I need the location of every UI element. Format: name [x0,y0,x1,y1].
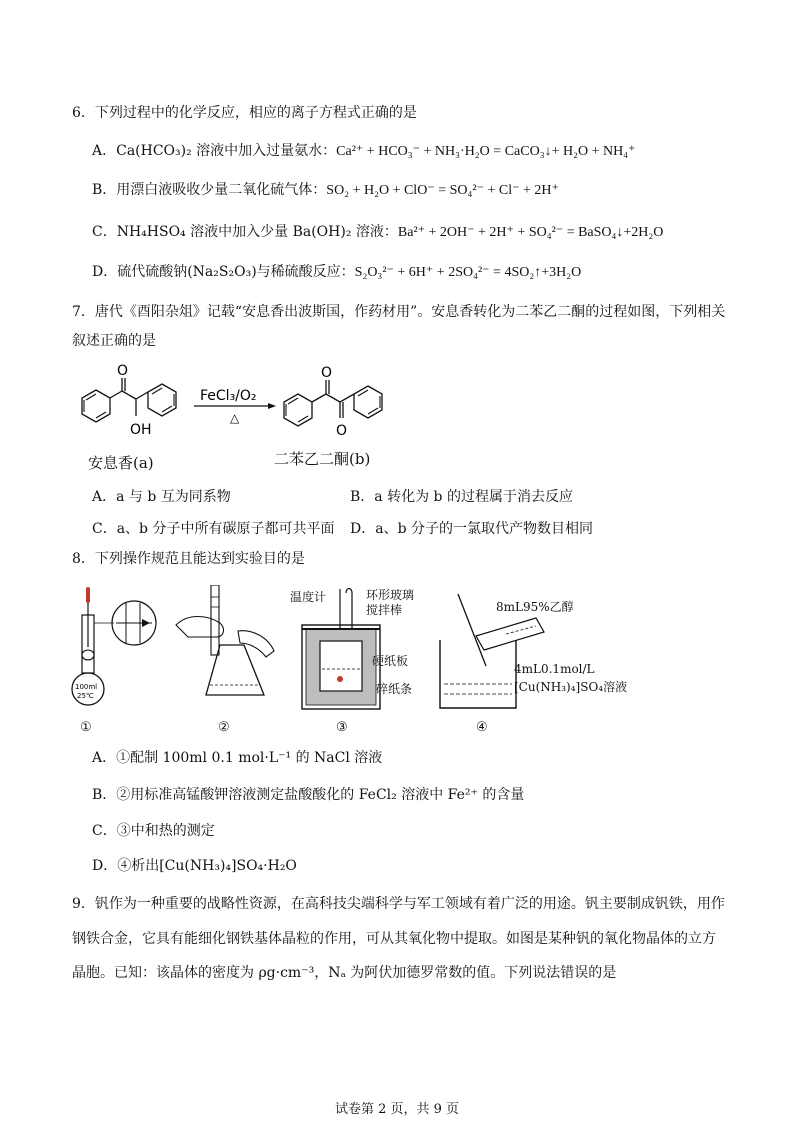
flask-volume-label: 100ml [75,683,98,691]
q6-option-b [92,180,559,201]
heat-symbol: △ [230,411,240,425]
benzil-right-phenyl [354,386,382,418]
q6-option-d-label: D．硫代硫酸钠(Na₂S₂O₃)与稀硫酸反应： [92,264,355,280]
q6-option-b-label: B．用漂白液吸收少量二氧化硫气体： [92,182,327,198]
label-solution-conc: 4mL0.1mol/L [514,662,595,676]
q6-option-c [92,222,663,243]
q6-option-b-equation: SO₂ + H₂O + ClO⁻ = SO₄²⁻ + Cl⁻ + 2H⁺ [326,183,559,198]
label-stirrer-line1: 环形玻璃 [366,588,415,602]
apparatus-number-3: ③ [336,720,348,735]
q6-stem: 6．下列过程中的化学反应，相应的离子方程式正确的是 [72,105,417,121]
flask-temp-label: 25℃ [77,692,94,700]
label-thermometer: 温度计 [290,590,327,604]
label-cardboard: 硬纸板 [372,654,409,668]
page-footer: 试卷第 2 页，共 9 页 [334,1102,460,1117]
benzoin-hydroxyl: OH [130,422,152,438]
q7-stem-line1: 7．唐代《酉阳杂俎》记载“安息香出波斯国，作药材用”。安息香转化为二苯乙二酮的过程如图，下列相关 [72,304,726,320]
q6-option-a [92,141,635,162]
label-ethanol: 8mL95%乙醇 [496,600,574,614]
apparatus-number-4: ④ [476,720,488,735]
q6-option-d-equation: S₂O₃²⁻ + 6H⁺ + 2SO₄²⁻ = 4SO₂↑+3H₂O [354,265,582,280]
q7-stem-line2: 叙述正确的是 [72,333,156,349]
apparatus-number-1: ① [80,720,92,735]
q7-reaction-scheme [70,360,430,442]
q8-option-c: C．③中和热的测定 [92,823,215,839]
compound-a-name: 安息香(a) [88,454,154,472]
q9-line2: 钢铁合金，它具有能细化钢铁基体晶粒的作用，可从其氧化物中提取。如图是某种钒的氧化物晶体的立方 [72,931,716,947]
apparatus-number-2: ② [218,720,230,735]
q8-option-a: A．①配制 100ml 0.1 mol·L⁻¹ 的 NaCl 溶液 [92,750,383,766]
benzil-carbonyl-o-bottom: O [336,423,348,439]
q7-option-c: C．a、b 分子中所有碳原子都可共平面 [92,521,335,537]
q6-option-c-label: C．NH₄HSO₄ 溶液中加入少量 Ba(OH)₂ 溶液： [92,224,398,240]
label-solution-name: [Cu(NH₃)₄]SO₄溶液 [514,680,628,694]
label-stirrer-line2: 搅拌棒 [366,603,403,617]
apparatus-2-titration [168,585,278,715]
compound-b-name: 二苯乙二酮(b) [274,450,371,468]
apparatus-1-volumetric-flask [62,585,166,715]
benzil-carbonyl-o-top: O [321,365,333,381]
benzoin-carbonyl-o: O [117,363,129,379]
reaction-reagent: FeCl₃/O₂ [200,388,257,404]
benzil-left-phenyl [284,394,312,426]
q6-option-a-label: A．Ca(HCO₃)₂ 溶液中加入过量氨水： [92,143,337,159]
q8-option-b: B．②用标准高锰酸钾溶液测定盐酸酸化的 FeCl₂ 溶液中 Fe²⁺ 的含量 [92,787,525,803]
benzoin-left-phenyl [82,390,110,422]
benzoin-right-phenyl [148,384,176,416]
q7-option-a: A．a 与 b 互为同系物 [92,489,231,505]
q9-line1: 9．钒作为一种重要的战略性资源，在高科技尖端科学与军工领域有着广泛的用途。钒主要制成钒铁，用作 [72,896,725,912]
q7-option-d: D．a、b 分子的一氯取代产物数目相同 [350,521,593,537]
q8-stem: 8．下列操作规范且能达到实验目的是 [72,551,305,567]
q6-option-d [92,262,581,283]
q9-line3: 晶胞。已知：该晶体的密度为 ρg·cm⁻³，Nₐ 为阿伏加德罗常数的值。下列说法错误的是 [72,965,617,981]
q6-option-c-equation: Ba²⁺ + 2OH⁻ + 2H⁺ + SO₄²⁻ = BaSO₄↓+2H₂O [397,225,664,240]
q8-option-d: D．④析出[Cu(NH₃)₄]SO₄·H₂O [92,858,297,874]
label-paper-strips: 碎纸条 [376,682,413,696]
q7-option-b: B．a 转化为 b 的过程属于消去反应 [350,489,573,505]
q6-option-a-equation: Ca²⁺ + HCO₃⁻ + NH₃·H₂O = CaCO₃↓+ H₂O + NH₄⁺ [336,144,636,159]
